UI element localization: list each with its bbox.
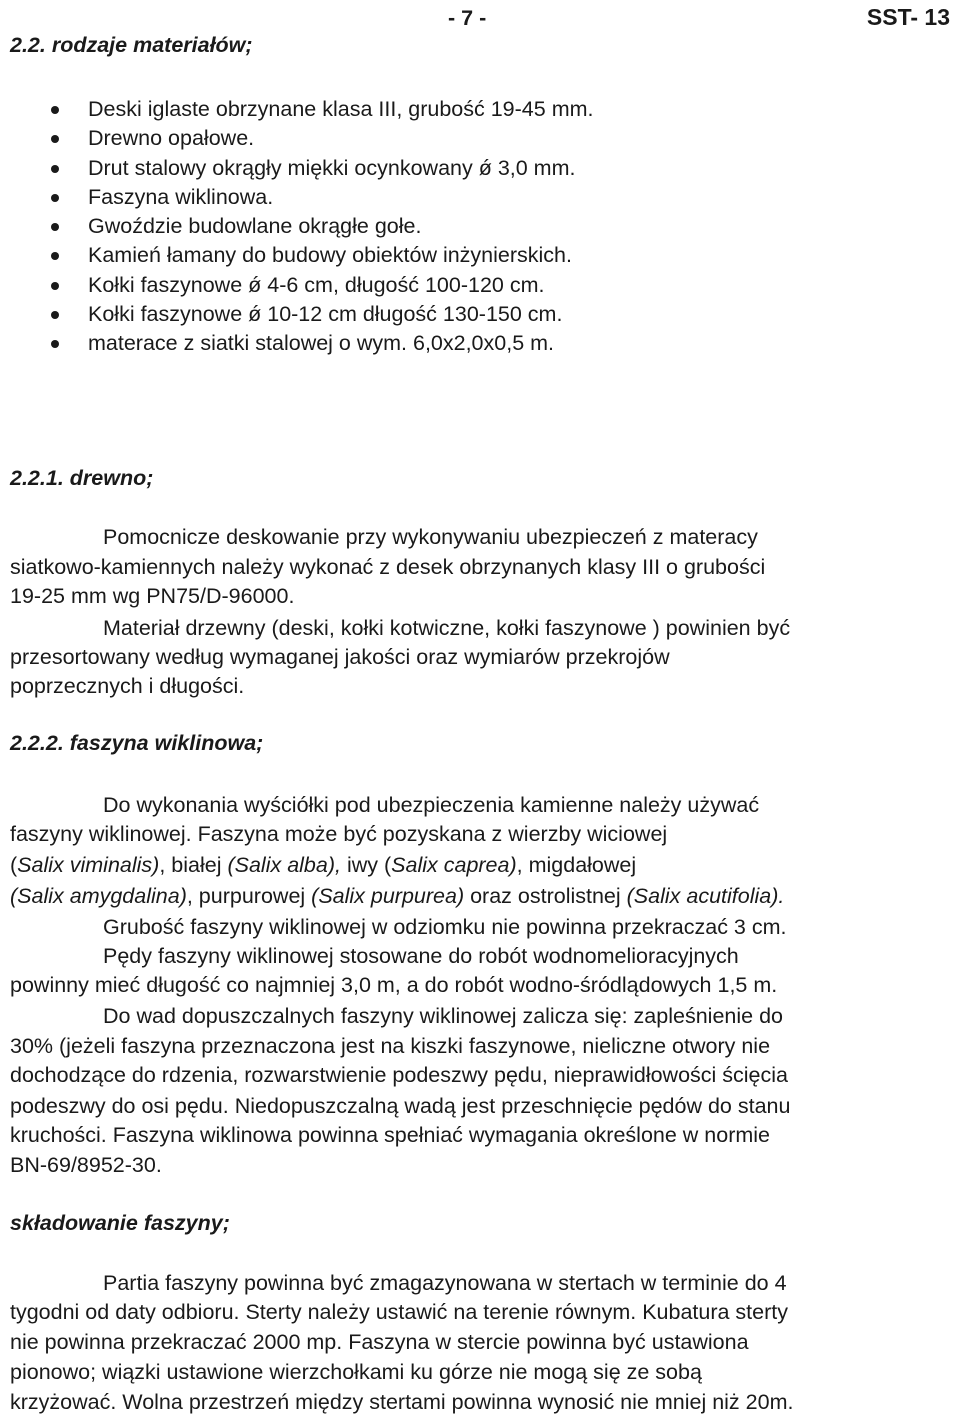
text: iwy ( xyxy=(340,853,392,877)
paragraph-line: faszyny wiklinowej. Faszyna może być pozyskana z wierzby wiciowej xyxy=(10,822,668,846)
list-item: Kołki faszynowe ǿ 4-6 cm, długość 100-120 cm. xyxy=(88,271,593,300)
paragraph-line: powinny mieć długość co najmniej 3,0 m, a do robót wodno-śródlądowych 1,5 m. xyxy=(10,973,778,997)
text: ( xyxy=(10,853,18,877)
text: , purpurowej xyxy=(186,884,312,908)
list-item: Drut stalowy okrągły miękki ocynkowany ǿ 3,0 mm. xyxy=(88,154,593,183)
paragraph-line xyxy=(10,851,636,880)
paragraph-line: Pędy faszyny wiklinowej stosowane do robót wodnomelioracyjnych xyxy=(103,944,739,968)
materials-list xyxy=(88,95,593,359)
paragraph-line: krzyżować. Wolna przestrzeń między stertami powinna wynosić nie mniej niż 20m. xyxy=(10,1390,794,1414)
paragraph-line: Partia faszyny powinna być zmagazynowana w stertach w terminie do 4 xyxy=(103,1271,787,1295)
section-materials-heading: 2.2. rodzaje materiałów; xyxy=(10,33,253,57)
text: , migdałowej xyxy=(516,853,637,877)
species-name: (Salix acutifolia). xyxy=(626,884,785,908)
paragraph-line: Materiał drzewny (deski, kołki kotwiczne, kołki faszynowe ) powinien być xyxy=(103,616,791,640)
list-item: Deski iglaste obrzynane klasa III, grubość 19-45 mm. xyxy=(88,95,593,124)
section-wood-heading: 2.2.1. drewno; xyxy=(10,466,154,490)
text: , białej xyxy=(159,853,228,877)
document-code: SST- 13 xyxy=(866,4,950,30)
paragraph-line: 19-25 mm wg PN75/D-96000. xyxy=(10,584,295,608)
text: oraz ostrolistnej xyxy=(464,884,627,908)
paragraph-line: 30% (jeżeli faszyna przeznaczona jest na kiszki faszynowe, nieliczne otwory nie xyxy=(10,1034,771,1058)
paragraph-line xyxy=(10,882,784,911)
section-fascine-heading: 2.2.2. faszyna wiklinowa; xyxy=(10,731,264,755)
paragraph-line: Do wad dopuszczalnych faszyny wiklinowej zalicza się: zapleśnienie do xyxy=(103,1004,783,1028)
list-item: Kołki faszynowe ǿ 10-12 cm długość 130-150 cm. xyxy=(88,300,593,329)
section-storage-heading: składowanie faszyny; xyxy=(10,1211,230,1235)
species-name: (Salix alba), xyxy=(227,853,341,877)
paragraph-line: Pomocnicze deskowanie przy wykonywaniu ubezpieczeń z materacy xyxy=(103,525,758,549)
paragraph-line: pionowo; wiązki ustawione wierzchołkami ku górze nie mogą się ze sobą xyxy=(10,1360,702,1384)
paragraph-line: Do wykonania wyściółki pod ubezpieczenia kamienne należy używać xyxy=(103,793,760,817)
paragraph-line: Grubość faszyny wiklinowej w odziomku nie powinna przekraczać 3 cm. xyxy=(103,915,787,939)
paragraph-line: siatkowo-kamiennych należy wykonać z desek obrzynanych klasy III o grubości xyxy=(10,555,766,579)
paragraph-line: przesortowany według wymaganej jakości oraz wymiarów przekrojów xyxy=(10,645,670,669)
paragraph-line: kruchości. Faszyna wiklinowa powinna spełniać wymagania określone w normie xyxy=(10,1123,771,1147)
list-item: Faszyna wiklinowa. xyxy=(88,183,593,212)
species-name: (Salix purpurea) xyxy=(311,884,465,908)
paragraph-line: tygodni od daty odbioru. Sterty należy ustawić na terenie równym. Kubatura sterty xyxy=(10,1300,788,1324)
list-item: Kamień łamany do budowy obiektów inżynierskich. xyxy=(88,241,593,270)
paragraph-line: nie powinna przekraczać 2000 mp. Faszyna w stercie powinna być ustawiona xyxy=(10,1330,749,1354)
list-item: Gwoździe budowlane okrągłe gołe. xyxy=(88,212,593,241)
species-name: Salix viminalis) xyxy=(17,853,160,877)
list-item: Drewno opałowe. xyxy=(88,124,593,153)
paragraph-line: poprzecznych i długości. xyxy=(10,674,245,698)
species-name: (Salix amygdalina) xyxy=(10,884,187,908)
species-name: Salix caprea) xyxy=(391,853,517,877)
page-number: - 7 - xyxy=(448,6,487,30)
list-item: materace z siatki stalowej o wym. 6,0x2,0x0,5 m. xyxy=(88,329,593,358)
paragraph-line: dochodzące do rdzenia, rozwarstwienie podeszwy pędu, nieprawidłowości ścięcia xyxy=(10,1063,788,1087)
paragraph-line: podeszwy do osi pędu. Niedopuszczalną wadą jest przeschnięcie pędów do stanu xyxy=(10,1094,791,1118)
paragraph-line: BN-69/8952-30. xyxy=(10,1153,162,1177)
